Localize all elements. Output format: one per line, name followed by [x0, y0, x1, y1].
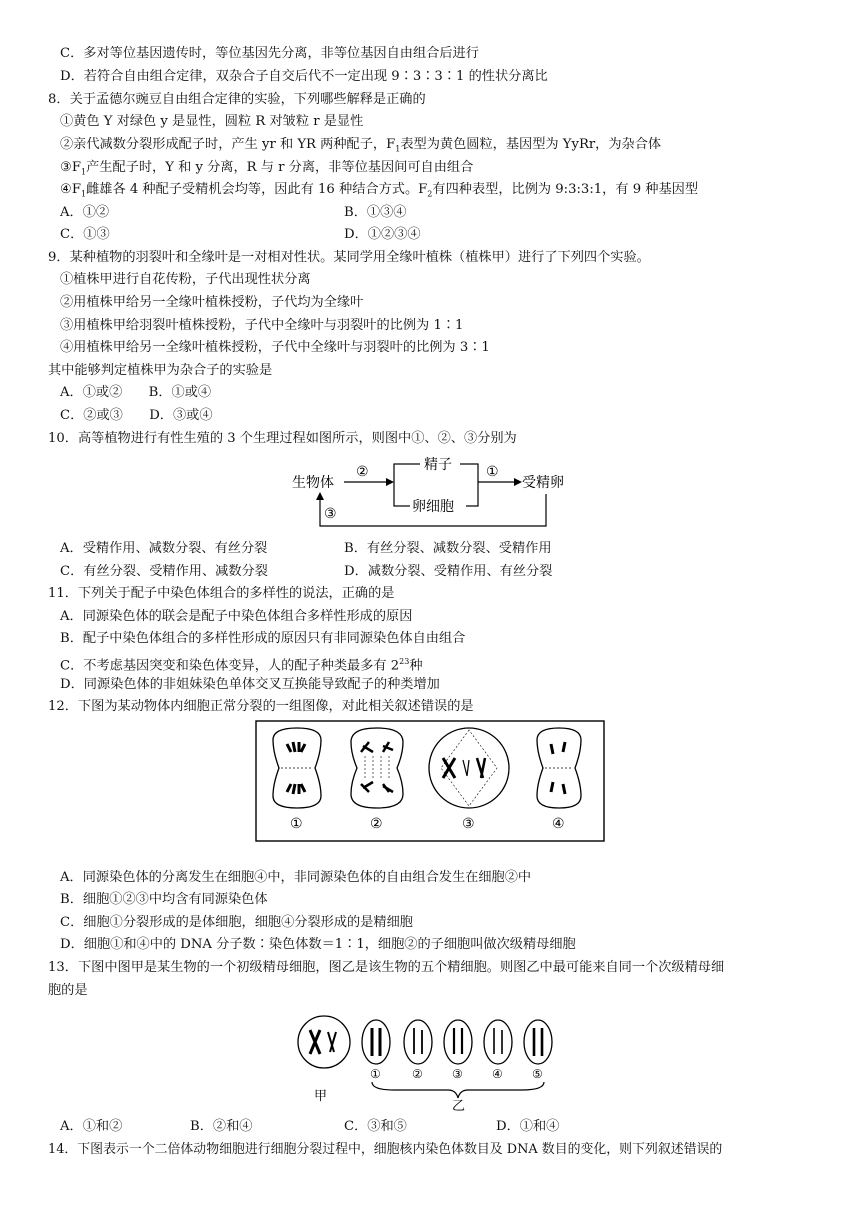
cell-yi-2-label: ②: [412, 1067, 423, 1081]
question-14: 14．下图表示一个二倍体动物细胞进行细胞分裂过程中，细胞核内染色体数目及 DNA 数目的变化，则下列叙述错误的: [48, 1142, 723, 1157]
q8-statement-2: ②亲代减数分裂形成配子时，产生 yr 和 YR 两种配子，$F_1$表型为黄色圆粒，基因型为 YyRr，为杂合体: [60, 137, 662, 154]
q10-option-a: A．受精作用、减数分裂、有丝分裂: [60, 541, 268, 556]
q12-option-c: C．细胞①分裂形成的是体细胞，细胞④分裂形成的是精细胞: [60, 915, 413, 930]
q8-option-c: C．①③: [60, 227, 110, 242]
cell-yi-1: [362, 1020, 390, 1064]
q11-option-a: A．同源染色体的联会是配子中染色体组合多样性形成的原因: [60, 609, 413, 624]
q10-option-d: D．减数分裂、受精作用、有丝分裂: [344, 564, 553, 579]
cell-jia-label: 甲: [314, 1089, 328, 1104]
q8-statement-4: $④F_1$雌雄各 4 种配子受精机会均等，因此有 16 种结合方式。$F_2$有四种表型，比例为 9:3:3:1，有 9 种基因型: [60, 182, 699, 199]
question-11: 11．下列关于配子中染色体组合的多样性的说法，正确的是: [48, 586, 395, 601]
q11-option-c: C．不考虑基因突变和染色体变异，人的配子种类最多有 $2^{23}$种: [60, 657, 423, 674]
q13-option-c: C．③和⑤: [344, 1119, 407, 1134]
question-12: 12．下图为某动物体内细胞正常分裂的一组图像，对此相关叙述错误的是: [48, 699, 474, 714]
cell-2-label: ②: [370, 816, 383, 832]
q8-statement-3: $③F_1$产生配子时，Y 和 y 分离，R 与 r 分离，非等位基因间可自由组合: [60, 160, 474, 177]
step-2-label: ②: [356, 464, 369, 480]
q9-experiment-2: ②用植株甲给另一全缘叶植株授粉，子代均为全缘叶: [60, 295, 364, 310]
sperm-label: 精子: [424, 457, 452, 473]
cell-yi-3-label: ③: [452, 1067, 463, 1081]
cell-jia-diagram: [298, 1016, 350, 1068]
q12-option-d: D．细胞①和④中的 DNA 分子数∶染色体数＝1∶1，细胞②的子细胞叫做次级精母细胞: [60, 937, 576, 952]
q9-options-cd: C．②或③ D．③或④: [60, 408, 213, 423]
cell-4-label: ④: [552, 816, 565, 832]
q10-option-b: B．有丝分裂、减数分裂、受精作用: [344, 541, 552, 556]
step-3-label: ③: [324, 506, 337, 522]
q8-statement-1: ①黄色 Y 对绿色 y 是显性，圆粒 R 对皱粒 r 是显性: [60, 114, 364, 129]
cell-yi-brace: [372, 1082, 544, 1098]
cell-yi-3: [444, 1020, 472, 1064]
q12-option-b: B．细胞①②③中均含有同源染色体: [60, 892, 268, 907]
question-9: 9．某种植物的羽裂叶和全缘叶是一对相对性状。某同学用全缘叶植株（植株甲）进行了下列四个实验。: [48, 250, 650, 265]
cell-1-label: ①: [290, 816, 303, 832]
cell-division-figure: [255, 720, 605, 842]
cell-2-diagram: [351, 728, 403, 808]
zygote-label: 受精卵: [522, 475, 564, 491]
q9-experiment-1: ①植株甲进行自花传粉，子代出现性状分离: [60, 272, 311, 287]
q8-option-d: D．①②③④: [344, 227, 421, 242]
q8-option-b: B．①③④: [344, 205, 407, 220]
question-8: 8．关于孟德尔豌豆自由组合定律的实验，下列哪些解释是正确的: [48, 92, 426, 107]
cell-yi-label: 乙: [452, 1099, 466, 1112]
spermatocyte-figure: [294, 1012, 569, 1112]
option-7c: C．多对等位基因遗传时，等位基因先分离，非等位基因自由组合后进行: [60, 46, 479, 61]
cell-4-diagram: [537, 728, 581, 808]
cell-1-diagram: [273, 728, 321, 808]
cell-yi-1-label: ①: [370, 1067, 381, 1081]
cell-yi-5-label: ⑤: [532, 1067, 543, 1081]
q12-option-a: A．同源染色体的分离发生在细胞④中，非同源染色体的自由组合发生在细胞②中: [60, 870, 532, 885]
organism-label: 生物体: [292, 475, 334, 491]
cell-yi-4-label: ④: [492, 1067, 503, 1081]
option-7d: D．若符合自由组合定律，双杂合子自交后代不一定出现 9∶3∶3∶1 的性状分离比: [60, 69, 548, 84]
q9-experiment-3: ③用植株甲给羽裂叶植株授粉，子代中全缘叶与羽裂叶的比例为 1∶1: [60, 318, 464, 333]
question-10: 10．高等植物进行有性生殖的 3 个生理过程如图所示，则图中①、②、③分别为: [48, 431, 517, 446]
q8-option-a: A．①②: [60, 205, 110, 220]
q13-option-a: A．①和②: [60, 1119, 123, 1134]
q11-option-b: B．配子中染色体组合的多样性形成的原因只有非同源染色体自由组合: [60, 631, 466, 646]
step-1-label: ①: [486, 464, 499, 480]
reproduction-flow-diagram: [290, 452, 570, 532]
cell-yi-4: [484, 1020, 512, 1064]
q9-question: 其中能够判定植株甲为杂合子的实验是: [48, 363, 273, 378]
q9-experiment-4: ④用植株甲给另一全缘叶植株授粉，子代中全缘叶与羽裂叶的比例为 3∶1: [60, 340, 490, 355]
q10-option-c: C．有丝分裂、受精作用、减数分裂: [60, 564, 268, 579]
question-13: 13．下图中图甲是某生物的一个初级精母细胞，图乙是该生物的五个精细胞。则图乙中最可能来自同一个次级精母细: [48, 960, 725, 975]
egg-label: 卵细胞: [412, 499, 454, 515]
cell-3-label: ③: [462, 816, 475, 832]
q11-option-d: D．同源染色体的非姐妹染色单体交叉互换能导致配子的种类增加: [60, 677, 440, 692]
question-13-cont: 胞的是: [48, 983, 88, 998]
cell-yi-5: [524, 1020, 552, 1064]
cell-3-diagram: [429, 728, 509, 808]
q9-options-ab: A．①或② B．①或④: [60, 385, 212, 400]
q13-option-d: D．①和④: [496, 1119, 560, 1134]
q13-option-b: B．②和④: [190, 1119, 253, 1134]
cell-yi-2: [404, 1020, 432, 1064]
